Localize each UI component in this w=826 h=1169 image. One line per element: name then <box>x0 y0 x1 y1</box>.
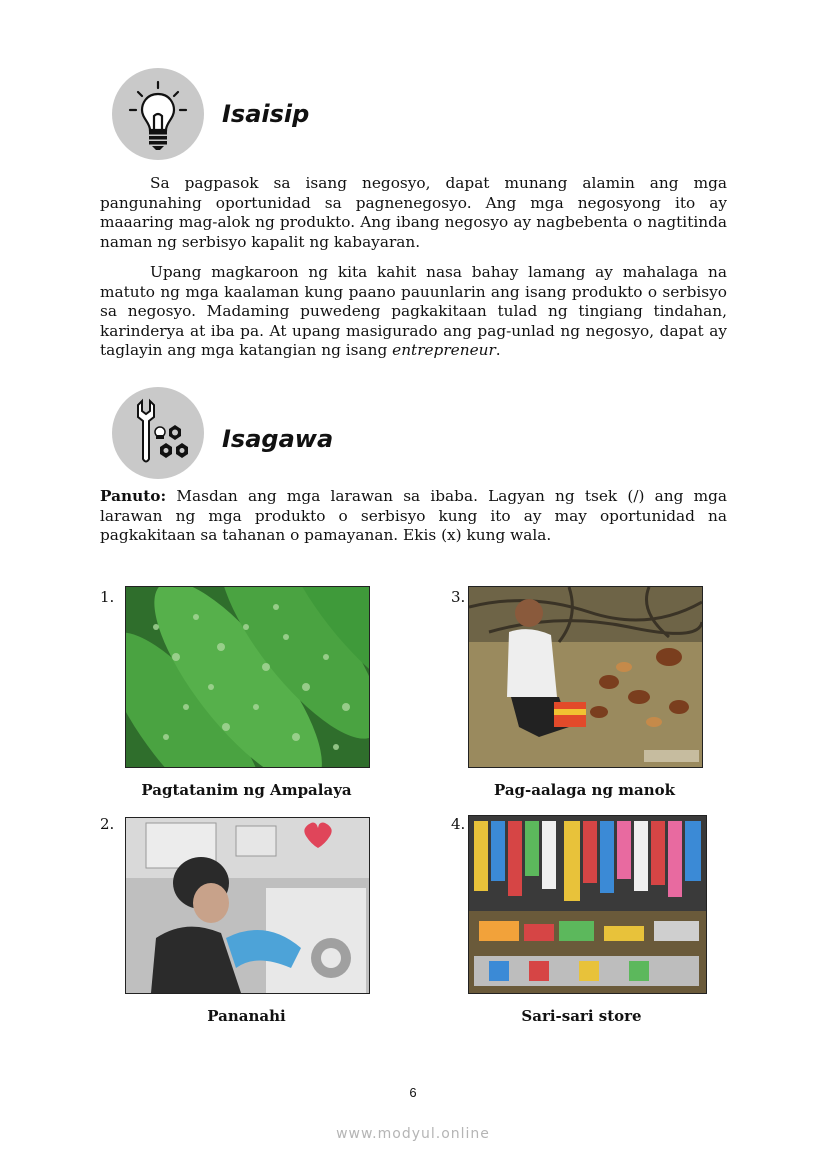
item-caption: Pagtatanim ng Ampalaya <box>141 781 352 799</box>
item-number: 4. <box>451 815 466 833</box>
item-caption: Pag-aalaga ng manok <box>493 781 676 799</box>
isaisip-paragraph-2: Upang magkaroon ng kita kahit nasa bahay lamang ay mahalaga na matuto ng mga kaalaman kung paano pauunlarin ang isang produkto o serbisyo sa negosyo. Madaming puwedeng pagkakitaan tulad ng tingiang tindahan, karinderya at iba pa. At upang masigurado ang pag-unlad ng negosyo, dapat ay taglayin ang mga katangian ng isang entrepreneur. <box>100 263 727 359</box>
tools-icon <box>112 387 204 479</box>
isaisip-paragraph-1: Sa pagpasok sa isang negosyo, dapat munang alamin ang mga pangunahing oportunidad sa pagnenegosyo. Ang mga negosyong ito ay maaaring mag-alok ng produkto. Ang ibang negosyo ay nagbebenta o nagtitinda naman ng serbisyo kapalit ng kabayaran. <box>100 174 727 251</box>
watermark: www.modyul.online <box>336 1126 490 1142</box>
isaisip-title: Isaisip <box>222 100 310 128</box>
directions: Panuto: Masdan ang mga larawan sa ibaba. Lagyan ng tsek (/) ang mga larawan ng mga produkto o serbisyo kung ito ay may oportunidad na pagkakitaan sa tahanan o pamayanan. Ekis (x) kung wala. <box>100 487 727 544</box>
isagawa-title: Isagawa <box>222 425 334 453</box>
chicken-raising-photo <box>468 586 703 768</box>
sewing-photo <box>125 817 370 994</box>
item-number: 2. <box>100 815 115 833</box>
page-number: 6 <box>409 1085 417 1100</box>
ampalaya-photo <box>125 586 370 768</box>
sari-sari-store-photo <box>468 815 707 994</box>
item-caption: Sari-sari store <box>521 1007 642 1025</box>
item-number: 3. <box>451 588 466 606</box>
lightbulb-icon <box>112 68 204 160</box>
item-caption: Pananahi <box>207 1007 286 1025</box>
item-number: 1. <box>100 588 115 606</box>
